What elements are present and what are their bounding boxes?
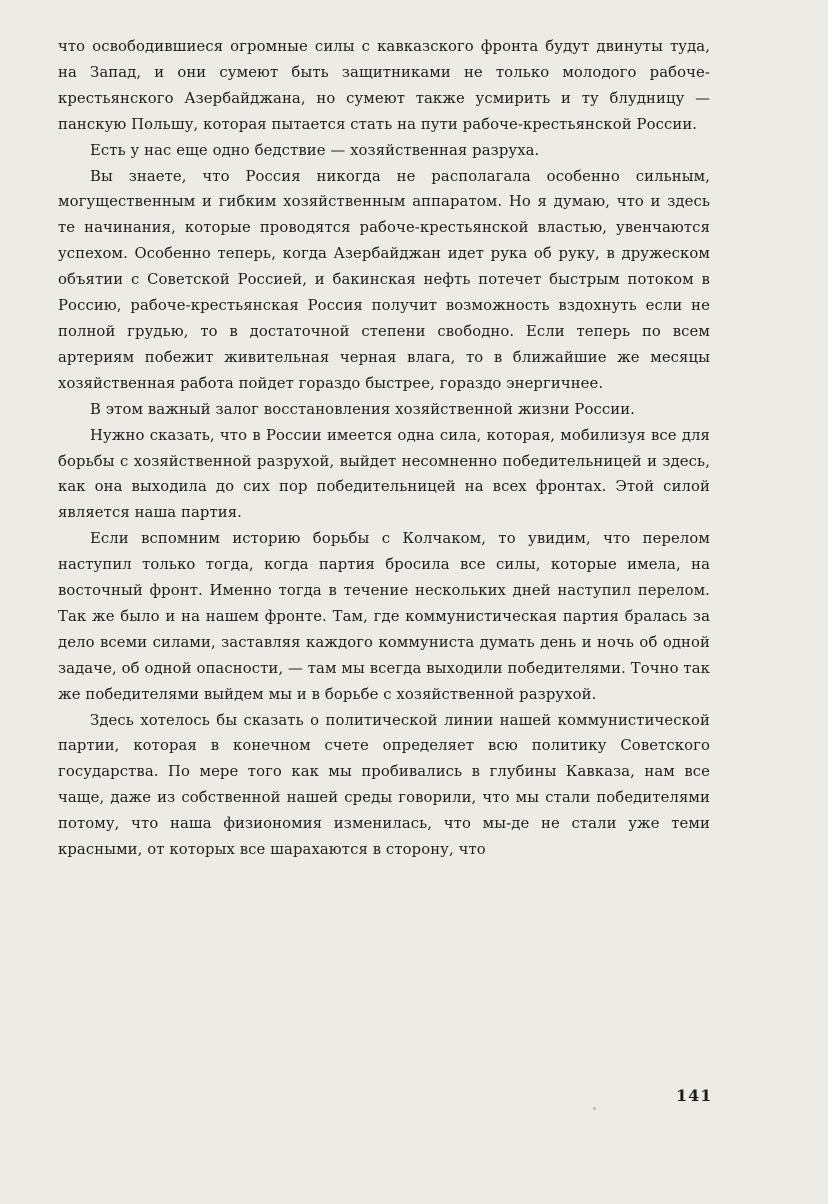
paragraph-2: Есть у нас еще одно бедствие — хозяйственная разруха.: [90, 141, 540, 159]
paragraph-7: Здесь хотелось бы сказать о политической линии нашей коммунистической партии, которая в конечном счете определяет всю политику Советского государства. По мере того как мы пробивались в глубины Кавказа, нам все чаще, даже из собственной нашей среды говорили, что мы стали победителями потому, что наша физиономия изменилась, что мы-де не стали уже теми красными, от которых все шарахаются в сторону, что: [58, 711, 710, 859]
body-text: [58, 34, 710, 863]
paragraph-4: В этом важный залог восстановления хозяйственной жизни России.: [90, 400, 635, 418]
paper-speck: [593, 1107, 596, 1110]
page-number: 141: [676, 1086, 713, 1105]
paragraph-3: Вы знаете, что Россия никогда не располагала особенно сильным, могущественным и гибким хозяйственным аппаратом. Но я думаю, что и здесь те начинания, которые проводятся рабоче-крестьянской властью, увенчаются успехом. Особенно теперь, когда Азербайджан идет рука об руку, в дружеском объятии с Советской Россией, и бакинская нефть потечет быстрым потоком в Россию, рабоче-крестьянская Россия получит возможность вздохнуть если не полной грудью, то в достаточной степени свободно. Если теперь по всем артериям побежит живительная черная влага, то в ближайшие же месяцы хозяйственная работа пойдет гораздо быстрее, гораздо энергичнее.: [58, 167, 710, 392]
paragraph-1: что освободившиеся огромные силы с кавказского фронта будут двинуты туда, на Запад, и они сумеют быть защитниками не только молодого рабоче-крестьянского Азербайджана, но сумеют также усмирить и ту блудницу — панскую Польшу, которая пытается стать на пути рабоче-крестьянской России.: [58, 38, 710, 133]
paragraph-6: Если вспомним историю борьбы с Колчаком, то увидим, что перелом наступил только тогда, когда партия бросила все силы, которые имела, на восточный фронт. Именно тогда в течение нескольких дней наступил перелом. Так же было и на нашем фронте. Там, где коммунистическая партия бралась за дело всеми силами, заставляя каждого коммуниста думать день и ночь об одной задаче, об одной опасности, — там мы всегда выходили победителями. Точно так же победителями выйдем мы и в борьбе с хозяйственной разрухой.: [58, 530, 710, 703]
paragraph-5: Нужно сказать, что в России имеется одна сила, которая, мобилизуя все для борьбы с хозяйственной разрухой, выйдет несомненно победительницей и здесь, как она выходила до сих пор победительницей на всех фронтах. Этой силой является наша партия.: [58, 426, 710, 522]
